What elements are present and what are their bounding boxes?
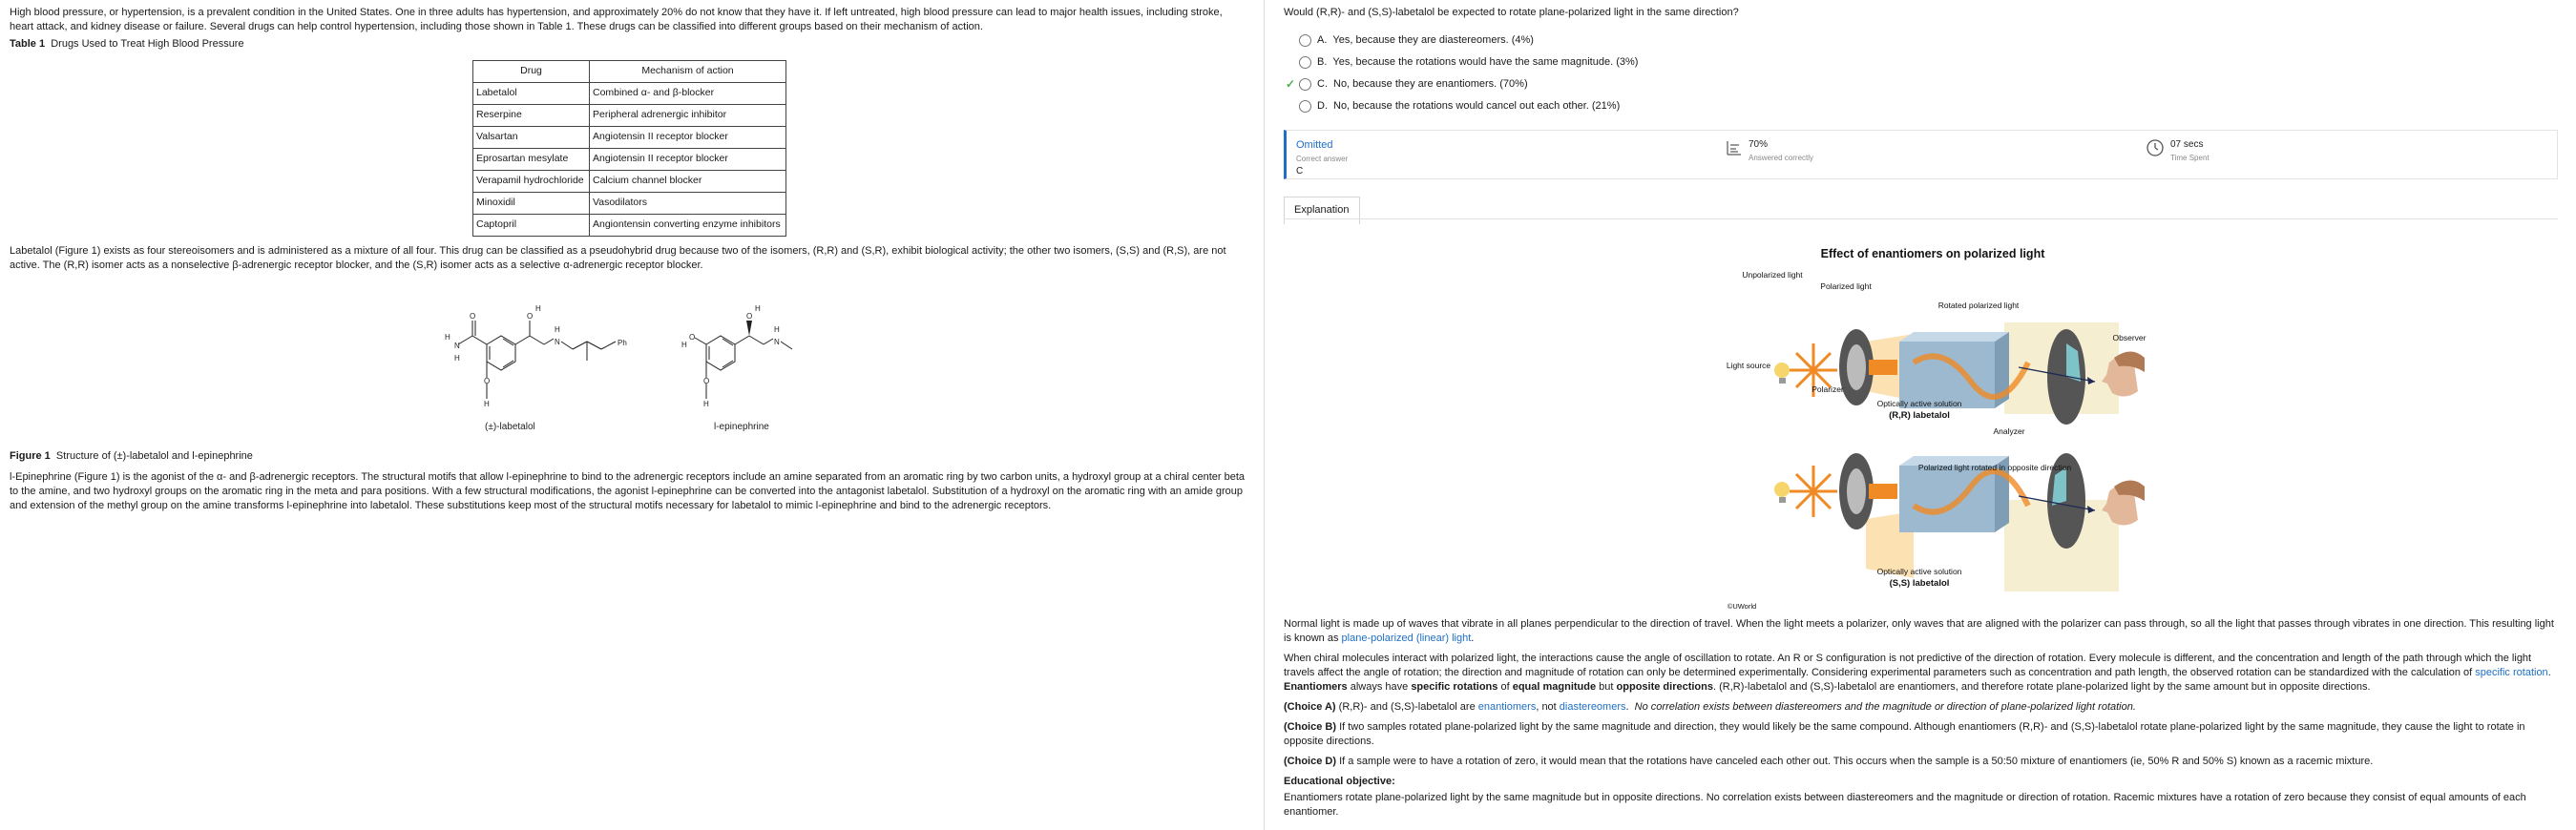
label-rotated <box>1938 301 2020 310</box>
clock-icon <box>2146 138 2165 157</box>
choice-text: Yes, because they are diastereomers. (4%) <box>1332 34 1534 46</box>
answer-choice-a[interactable] <box>1299 33 1534 49</box>
educational-objective-text: Enantiomers rotate plane-polarized light by the same magnitude but in opposite directions. No correlation exists between diastereomers and the magnitude or direction of rotation. Racemic mixtures have a rotation of zero because they consist of equal amounts of each enantiomer. <box>1284 792 2526 818</box>
atom-label: H <box>535 304 541 313</box>
bulb-base <box>1779 378 1786 384</box>
answer-stats-panel <box>1284 130 2558 179</box>
table-row <box>473 127 786 149</box>
label-rr: (R,R) labetalol <box>1889 410 1950 421</box>
label-unpolarized-text: Unpolarized light <box>1742 270 1803 280</box>
explanation-paragraph: Normal light is made up of waves that vibrate in all planes perpendicular to the direction of travel. When the light meets a polarizer, only waves that are aligned with the polarizer can pass through, so all the light that passes through vibrates in one direction. This resulting light is known as plane-polarized (linear) light. <box>1284 618 2554 644</box>
table-row <box>473 193 786 215</box>
label-analyzer: Analyzer <box>1993 426 2025 436</box>
light-source-icon <box>1774 482 1790 497</box>
atom-label: O <box>746 312 753 321</box>
educational-objective <box>1284 775 2561 789</box>
table-cell: Angiontensin converting enzyme inhibitors <box>590 215 786 237</box>
light-source-icon <box>1774 363 1790 378</box>
atom-label: O <box>484 377 491 385</box>
polarized-arrow <box>1869 360 1897 375</box>
explanation-body <box>1284 617 2561 825</box>
percent-correct-block <box>1726 138 1813 163</box>
atom-label: H <box>445 333 450 342</box>
choice-text: Yes, because the rotations would have the same magnitude. (3%) <box>1332 56 1639 68</box>
table-cell: Angiotensin II receptor blocker <box>590 149 786 171</box>
label-observer: Observer <box>2112 333 2147 342</box>
explanation-text: No correlation exists between diastereomers and the magnitude or direction of plane-polarized light rotation. <box>1634 701 2136 713</box>
structure-label-labetalol: (±)-labetalol <box>485 422 535 432</box>
table-cell: Combined α- and β-blocker <box>590 83 786 105</box>
answer-choice-c[interactable] <box>1299 77 1528 93</box>
label-rotated-text: Rotated polarized light <box>1937 301 2020 310</box>
atom-label: Ph <box>618 339 627 347</box>
unpolarized-rays <box>1790 466 1837 517</box>
wedge-bond <box>746 321 752 336</box>
time-spent-label: Time Spent <box>2170 153 2209 162</box>
choice-a-explanation: (Choice A) (R,R)- and (S,S)-labetalol are enantiomers, not diastereomers. No correlation exists between diastereomers and the magnitude or direction of plane-polarized light rotation. <box>1284 701 2136 713</box>
tab-underline <box>1284 218 2558 219</box>
link-specific-rotation[interactable]: specific rotation <box>2475 667 2548 678</box>
passage-paragraph-2: Labetalol (Figure 1) exists as four stereoisomers and is administered as a mixture of all four. This drug can be classified as a pseudohybrid drug because two of the isomers, (R,R) and (S,R), exhibit biological activity; the other two isomers, (S,S) and (R,S), are not active. The (R,R) isomer acts as a nonselective β-adrenergic receptor blocker, and the (S,R) isomer acts as a selective α-adrenergic receptor blocker. <box>10 245 1226 271</box>
drug-table <box>472 60 786 237</box>
radio-button[interactable] <box>1299 100 1311 113</box>
link-diastereomers[interactable]: diastereomers <box>1559 701 1626 713</box>
bold-text: specific rotations <box>1411 681 1498 693</box>
label-polarized-text: Polarized light <box>1820 281 1872 291</box>
structure-label-epinephrine: l-epinephrine <box>714 422 769 432</box>
top-apparatus <box>1774 322 2145 425</box>
choice-b-explanation <box>1284 720 2561 749</box>
atom-label: H <box>774 325 780 334</box>
correct-answer-value: C <box>1296 165 1304 176</box>
label-solution-2: Optically active solution <box>1876 567 1962 576</box>
question-pane <box>1265 0 2576 830</box>
explanation-text: If a sample were to have a rotation of zero, it would mean that the rotations have canceled each other out. This occurs when the sample is a 50:50 mixture of enantiomers (ie, 50% R and 50% S) known as a racemic mixture. <box>1339 756 2374 767</box>
figure-caption-text: Structure of (±)-labetalol and l-epinephrine <box>55 450 253 462</box>
table-row <box>473 83 786 105</box>
status-omitted: Omitted <box>1296 139 1333 151</box>
choice-letter: D. <box>1317 100 1328 112</box>
radio-button[interactable] <box>1299 78 1311 91</box>
sample-cell-top <box>1899 332 2009 342</box>
answer-choice-d[interactable] <box>1299 99 1620 114</box>
explanation-text: When chiral molecules interact with polarized light, the interactions cause the angle of oscillation to rotate. An R or S configuration is not predictive of the direction of rotation. Every molecule is different, and the concentration and length of the path through which the light travels affect the angle of rotation; the direction and magnitude of rotation can only be determined experimentally. Considering experimental parameters such as concentration and path length, the observed rotation can be standardized with the calculation of <box>1284 653 2532 678</box>
atom-label: O <box>703 377 710 385</box>
atom-label: N <box>454 342 460 350</box>
copyright-text: ©UWorld <box>1727 602 1757 611</box>
choice-letter: A. <box>1317 34 1328 46</box>
labetalol-atoms <box>445 304 627 408</box>
explanation-text: but <box>1599 681 1614 693</box>
explanation-text: Normal light is made up of waves that vibrate in all planes perpendicular to the direction of travel. When the light meets a polarizer, only waves that are aligned with the polarizer can pass through, so all the light that passes through vibrates in one direction. This resulting light is known as <box>1284 618 2554 644</box>
polarized-light-figure <box>1713 239 2152 615</box>
explanation-text: (R,R)-labetalol and (S,S)-labetalol are enantiomers, and therefore rotate plane-polarized light by the same amount but in opposite directions. <box>1719 681 2371 693</box>
passage-pane <box>0 0 1264 830</box>
table-title-text: Drugs Used to Treat High Blood Pressure <box>51 38 244 50</box>
choice-text: No, because they are enantiomers. (70%) <box>1333 78 1528 90</box>
atom-label: O <box>470 312 476 321</box>
bold-text: opposite directions <box>1616 681 1713 693</box>
figure-label: Figure 1 <box>10 450 51 462</box>
label-opposite-text: Polarized light rotated in opposite direction <box>1917 463 2072 472</box>
choice-letter: B. <box>1317 56 1328 68</box>
table-cell: Verapamil hydrochloride <box>473 171 590 193</box>
passage-paragraph-3: l-Epinephrine (Figure 1) is the agonist of the α- and β-adrenergic receptors. The structural motifs that allow l-epinephrine to bind to the adrenergic receptors include an amine separated from an aromatic ring by two carbon units, a hydroxyl group at a chiral center beta to the amine, and two hydroxyl groups on the aromatic ring in the meta and para positions. With a few structural modifications, the agonist l-epinephrine can be converted into the antagonist labetalol. Substitution of a hydroxyl on the aromatic ring with an amide group and extension of the methyl group on the amine transforms l-epinephrine into labetalol. These substitutions keep most of the structural motifs necessary for labetalol to mimic l-epinephrine and bind to the adrenergic receptors. <box>10 471 1246 511</box>
atom-label: H <box>555 325 560 334</box>
atom-label: N <box>774 338 780 346</box>
choice-label: (Choice B) <box>1284 721 1336 733</box>
bar-chart-icon <box>1726 138 1743 157</box>
figure-caption <box>10 449 253 465</box>
explanation-paragraph: When chiral molecules interact with polarized light, the interactions cause the angle of oscillation to rotate. An R or S configuration is not predictive of the direction of rotation. Every molecule is different, and the concentration and length of the path through which the light travels affect the angle of rotation; the direction and magnitude of rotation can only be determined experimentally. Considering experimental parameters such as concentration and path length, the observed rotation can be standardized with the calculation of specific rotation. Enantiomers always have specific rotations of equal magnitude but opposite directions. (R,R)-labetalol and (S,S)-labetalol are enantiomers, and therefore rotate plane-polarized light by the same amount but in opposite directions. <box>1284 653 2551 693</box>
explanation-text: of <box>1500 681 1510 693</box>
polarizer-slit <box>1847 344 1866 390</box>
explanation-text: (R,R)- and (S,S)-labetalol are <box>1338 701 1476 713</box>
question-text: Would (R,R)- and (S,S)-labetalol be expected to rotate plane-polarized light in the same direction? <box>1284 7 1739 18</box>
table-row <box>473 105 786 127</box>
correct-answer-label: Correct answer <box>1296 154 1349 163</box>
table-row <box>473 215 786 237</box>
explanation-text: If two samples rotated plane-polarized light by the same magnitude and direction, they would likely be the same compound. Although enantiomers (R,R)- and (S,S)-labetalol rotate plane-polarized light by the same magnitude, they cause the light to rotate in opposite directions. <box>1284 721 2525 747</box>
tab-explanation[interactable]: Explanation <box>1284 197 1360 224</box>
label-light-source: Light source <box>1726 361 1771 370</box>
atom-label: H <box>681 341 687 349</box>
table-cell: Calcium channel blocker <box>590 171 786 193</box>
atom-label: H <box>454 354 460 363</box>
atom-label: H <box>484 400 490 408</box>
atom-label: H <box>755 304 761 313</box>
time-spent-value: 07 secs <box>2170 139 2204 150</box>
radio-button[interactable] <box>1299 34 1311 47</box>
table-row <box>473 149 786 171</box>
atom-label: N <box>555 338 560 346</box>
table-cell: Labetalol <box>473 83 590 105</box>
label-unpolarized <box>1742 270 1803 280</box>
table-cell: Minoxidil <box>473 193 590 215</box>
time-spent-block <box>2146 138 2209 163</box>
table-header-row <box>473 61 786 83</box>
percent-correct-label: Answered correctly <box>1749 153 1814 162</box>
answer-choice-b[interactable] <box>1299 55 1638 71</box>
table-row <box>473 171 786 193</box>
passage-paragraph-1: High blood pressure, or hypertension, is a prevalent condition in the United States. One in three adults has hypertension, and approximately 20% do not know that they have it. If left untreated, high blood pressure can lead to major health issues, including stroke, heart attack, and kidney disease or failure. Several drugs can help control hypertension, including those shown in Table 1. These drugs can be classified into different groups based on their mechanism of action. <box>10 7 1223 32</box>
labetalol-structure <box>458 321 616 399</box>
bold-text: Enantiomers <box>1284 681 1348 693</box>
status-block <box>1296 138 1348 178</box>
label-ss: (S,S) labetalol <box>1889 578 1950 589</box>
percent-correct-value: 70% <box>1749 139 1769 150</box>
explanation-text: always have <box>1350 681 1409 693</box>
table-header-mechanism: Mechanism of action <box>590 61 786 83</box>
atom-label: H <box>703 400 709 408</box>
educational-objective-label: Educational objective: <box>1284 776 1395 787</box>
table-cell: Valsartan <box>473 127 590 149</box>
choice-letter: C. <box>1317 78 1328 90</box>
explanation-text: , not <box>1536 701 1557 713</box>
table-header-drug: Drug <box>473 61 590 83</box>
choice-label: (Choice D) <box>1284 756 1336 767</box>
table-cell: Angiotensin II receptor blocker <box>590 127 786 149</box>
choice-label: (Choice A) <box>1284 701 1336 713</box>
table-cell: Vasodilators <box>590 193 786 215</box>
choice-text: No, because the rotations would cancel out each other. (21%) <box>1333 100 1621 112</box>
link-plane-polarized[interactable]: plane-polarized (linear) light <box>1341 633 1472 644</box>
table-cell: Eprosartan mesylate <box>473 149 590 171</box>
label-polarized <box>1820 281 1872 291</box>
chemical-structures-figure <box>410 292 811 435</box>
label-opposite <box>1918 463 2071 472</box>
atom-label: O <box>527 312 534 321</box>
label-polarizer: Polarizer <box>1812 384 1844 394</box>
table-cell: Peripheral adrenergic inhibitor <box>590 105 786 127</box>
correct-check-icon: ✓ <box>1286 77 1296 91</box>
figure-title: Effect of enantiomers on polarized light <box>1820 247 2045 260</box>
bold-text: equal magnitude <box>1512 681 1597 693</box>
table-cell: Captopril <box>473 215 590 237</box>
epinephrine-atoms <box>681 304 780 408</box>
label-solution: Optically active solution <box>1876 399 1962 408</box>
table-cell: Reserpine <box>473 105 590 127</box>
atom-label: O <box>689 333 696 342</box>
table-title <box>10 37 1254 52</box>
radio-button[interactable] <box>1299 56 1311 69</box>
choice-d-explanation <box>1284 755 2561 769</box>
link-enantiomers[interactable]: enantiomers <box>1477 701 1537 713</box>
table-label: Table 1 <box>10 38 46 50</box>
